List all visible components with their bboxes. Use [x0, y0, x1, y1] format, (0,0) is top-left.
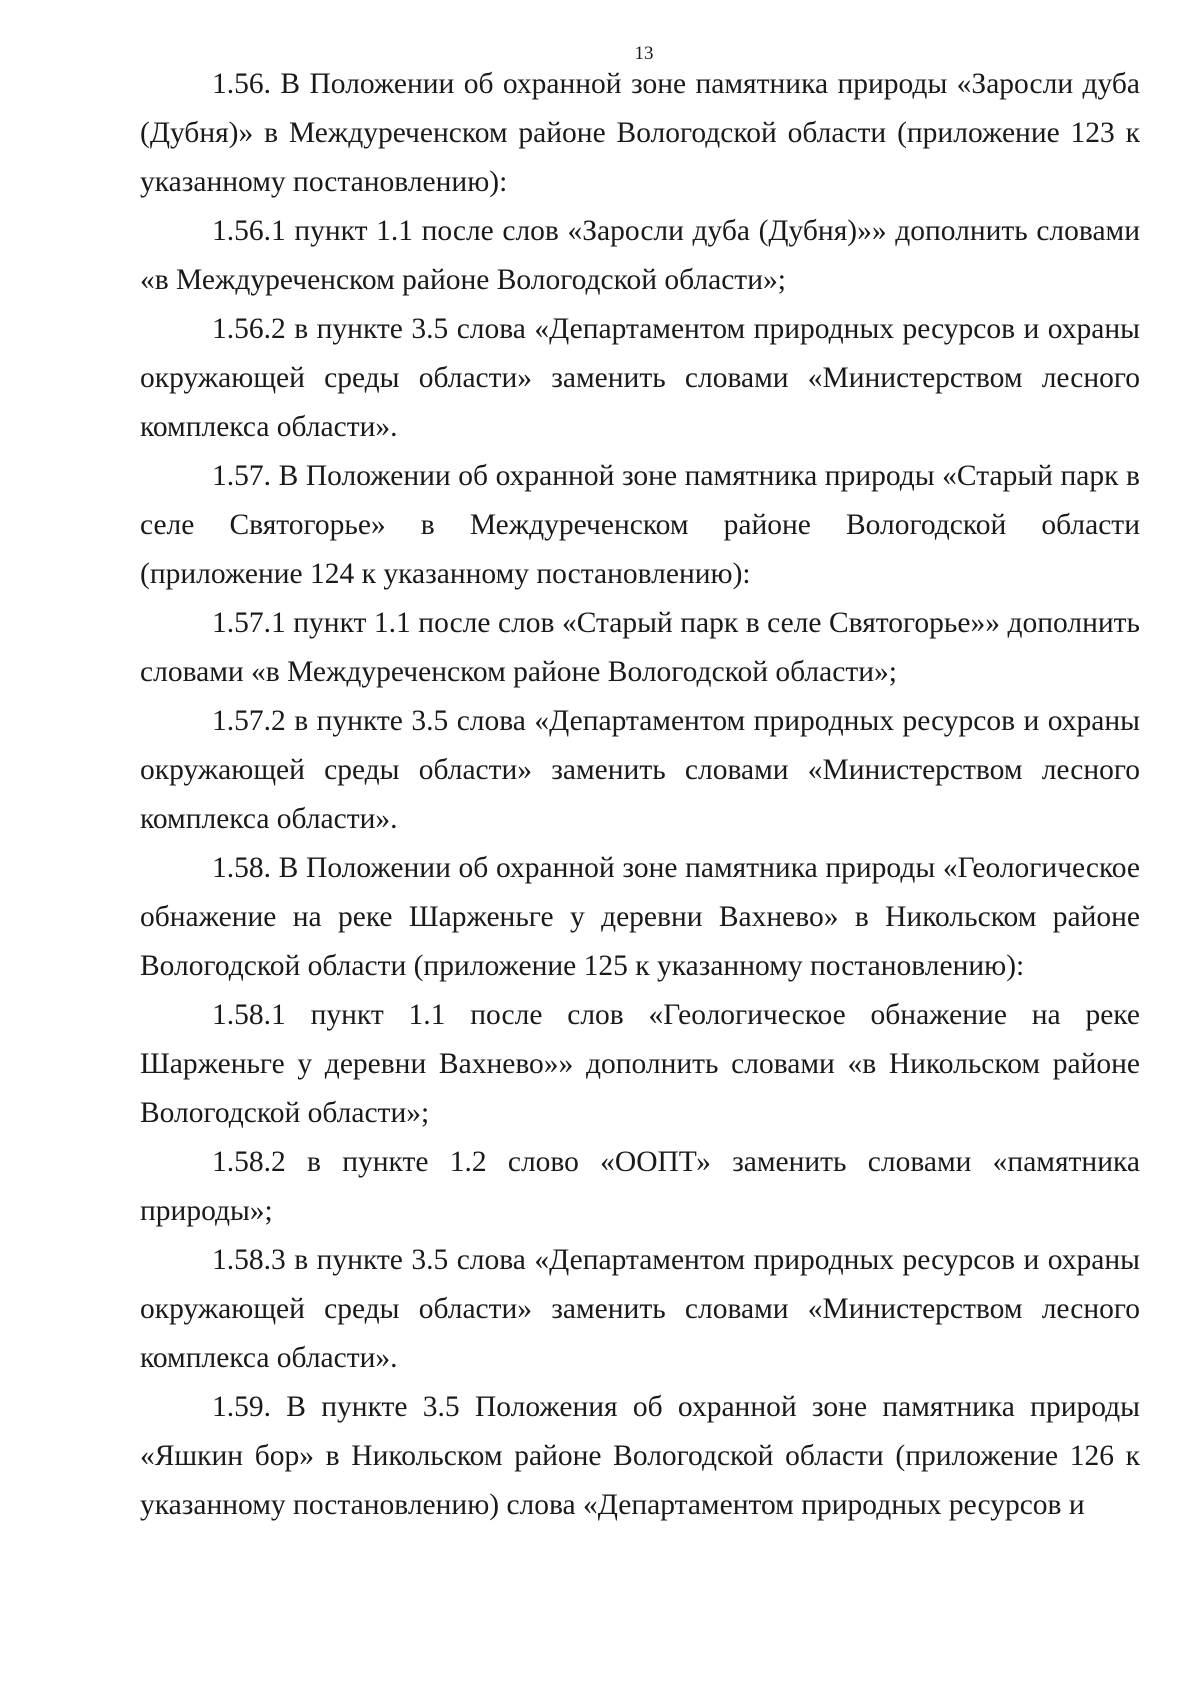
paragraph-1-56-1: 1.56.1 пункт 1.1 после слов «Заросли дуба (Дубня)»» дополнить словами «в Междуреченском районе Вологодской области»; [140, 215, 1140, 296]
paragraph-1-58-2: 1.58.2 в пункте 1.2 слово «ООПТ» заменить словами «памятника природы»; [140, 1146, 1140, 1227]
paragraph-1-58: 1.58. В Положении об охранной зоне памятника природы «Геологическое обнажение на реке Шарженьге у деревни Вахнево» в Никольском районе Вологодской области (приложение 125 к указанному постановлению): [140, 852, 1140, 982]
document-body [140, 60, 1140, 1530]
paragraph-1-57-2: 1.57.2 в пункте 3.5 слова «Департаментом природных ресурсов и охраны окружающей среды области» заменить словами «Министерством лесного комплекса области». [140, 705, 1140, 835]
paragraph-1-59: 1.59. В пункте 3.5 Положения об охранной зоне памятника природы «Яшкин бор» в Никольском районе Вологодской области (приложение 126 к указанному постановлению) слова «Департаментом природных ресурсов и [140, 1391, 1140, 1521]
paragraph-1-57: 1.57. В Положении об охранной зоне памятника природы «Старый парк в селе Святогорье» в Междуреченском районе Вологодской области (приложение 124 к указанному постановлению): [140, 460, 1140, 590]
paragraph-1-58-1: 1.58.1 пункт 1.1 после слов «Геологическое обнажение на реке Шарженьге у деревни Вахнево»» дополнить словами «в Никольском районе Вологодской области»; [140, 999, 1140, 1129]
paragraph-1-56: 1.56. В Положении об охранной зоне памятника природы «Заросли дуба (Дубня)» в Междуреченском районе Вологодской области (приложение 123 к указанному постановлению): [140, 68, 1140, 198]
paragraph-1-56-2: 1.56.2 в пункте 3.5 слова «Департаментом природных ресурсов и охраны окружающей среды области» заменить словами «Министерством лесного комплекса области». [140, 313, 1140, 443]
page-number: 13 [634, 43, 654, 64]
paragraph-1-58-3: 1.58.3 в пункте 3.5 слова «Департаментом природных ресурсов и охраны окружающей среды области» заменить словами «Министерством лесного комплекса области». [140, 1244, 1140, 1374]
paragraph-1-57-1: 1.57.1 пункт 1.1 после слов «Старый парк в селе Святогорье»» дополнить словами «в Междуреченском районе Вологодской области»; [140, 607, 1140, 688]
